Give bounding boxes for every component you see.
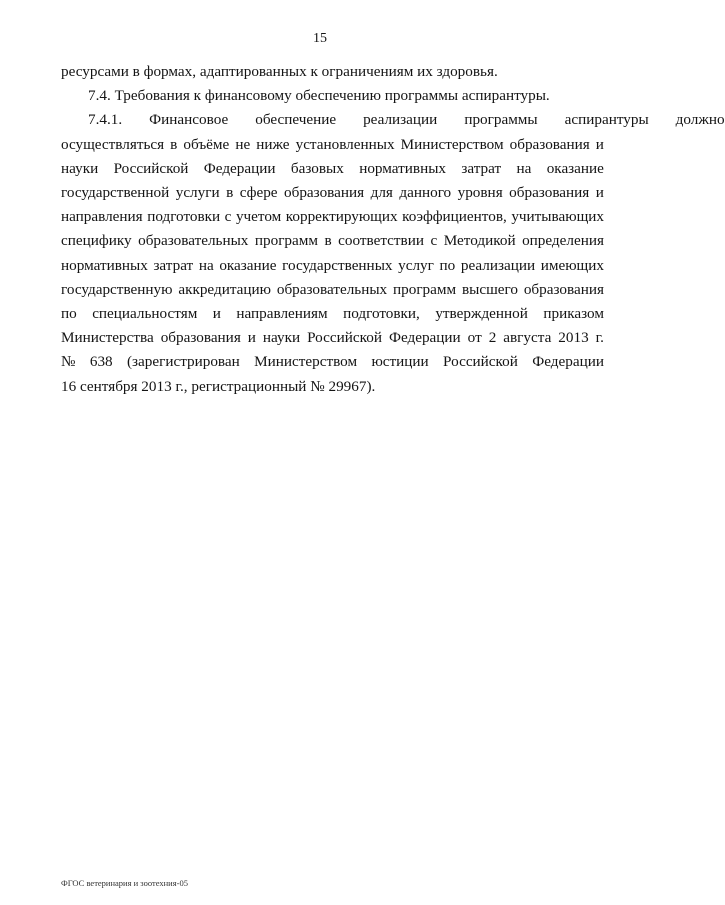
word: образования — [284, 184, 365, 202]
word: базовых — [290, 159, 344, 177]
word: Министерства — [61, 329, 154, 347]
word: для — [370, 184, 393, 202]
word: Федерации — [532, 353, 604, 371]
word: и — [595, 184, 604, 202]
word: уровня — [457, 184, 503, 202]
word: с — [224, 208, 232, 226]
word: в — [226, 184, 234, 202]
word: аккредитацию — [178, 280, 271, 298]
word: высшего — [461, 280, 518, 298]
paragraph-line — [61, 350, 604, 374]
word: не — [235, 135, 251, 153]
word: 2 — [488, 329, 497, 347]
word: 2013 — [558, 329, 589, 347]
word: на — [516, 159, 532, 177]
word: в — [324, 232, 332, 250]
word: Российской — [443, 353, 518, 371]
word: государственной — [61, 184, 170, 202]
word: юстиции — [371, 353, 429, 371]
word: подготовки, — [343, 305, 420, 323]
word: программы — [464, 111, 538, 129]
paragraph-last-line: 16 сентября 2013 г., регистрационный № 29967). — [61, 377, 376, 395]
word: Федерации — [203, 159, 276, 177]
word: государственных — [282, 256, 393, 274]
word: направления — [61, 208, 143, 226]
paragraph-line — [61, 278, 604, 302]
word: на — [198, 256, 214, 274]
word: и — [212, 305, 221, 323]
word: науки — [61, 159, 99, 177]
word: установленных — [295, 135, 395, 153]
word: затрат — [461, 159, 502, 177]
word: объёме — [183, 135, 230, 153]
footer-label: ФГОС ветеринария и зоотехния-05 — [61, 878, 188, 888]
word: Федерации — [388, 329, 461, 347]
word: по — [439, 256, 456, 274]
word: и — [595, 135, 604, 153]
word: Финансовое — [149, 111, 229, 129]
word: Российской — [113, 159, 189, 177]
word: затрат — [153, 256, 194, 274]
word: (зарегистрирован — [126, 353, 240, 371]
word: образования — [509, 135, 590, 153]
word: образования — [523, 280, 604, 298]
word: программ — [254, 232, 318, 250]
word: августа — [503, 329, 552, 347]
word: оказание — [219, 256, 277, 274]
body-text — [61, 60, 725, 399]
paragraph-line — [61, 181, 604, 205]
word: осуществляться — [61, 135, 165, 153]
word: по — [61, 305, 77, 323]
word: услуг — [398, 256, 434, 274]
word: имеющих — [540, 256, 604, 274]
word: реализации — [363, 111, 438, 129]
word: данного — [399, 184, 452, 202]
word: направлениям — [236, 305, 328, 323]
paragraph-line — [61, 108, 725, 132]
paragraph-line — [61, 133, 604, 157]
word: Министерством — [400, 135, 504, 153]
section-heading: 7.4. Требования к финансовому обеспечению программы аспирантуры. — [88, 87, 550, 105]
word: государственную — [61, 280, 173, 298]
word: сфере — [239, 184, 278, 202]
paragraph-line — [61, 326, 604, 350]
word: определения — [522, 232, 604, 250]
word: образовательных — [276, 280, 388, 298]
word: специфику — [61, 232, 132, 250]
word: коэффициентов, — [402, 208, 507, 226]
word: науки — [262, 329, 301, 347]
word: учитывающих — [511, 208, 604, 226]
word: соответствии — [338, 232, 424, 250]
word: от — [467, 329, 482, 347]
continuation-line: ресурсами в формах, адаптированных к ограничениям их здоровья. — [61, 63, 498, 80]
word: г. — [595, 329, 604, 347]
paragraph-line — [61, 229, 604, 253]
word: специальностям — [92, 305, 198, 323]
word: реализации — [460, 256, 536, 274]
page-number: 15 — [313, 31, 327, 46]
word: услуги — [175, 184, 220, 202]
word: 638 — [89, 353, 113, 371]
word: и — [247, 329, 256, 347]
word: программ — [393, 280, 457, 298]
paragraph-line — [61, 157, 604, 181]
paragraph-line — [61, 302, 604, 326]
word: обеспечение — [255, 111, 337, 129]
word: № — [61, 353, 76, 371]
word: ниже — [256, 135, 290, 153]
word: Методикой — [443, 232, 516, 250]
word: утвержденной — [435, 305, 528, 323]
word: должно — [675, 111, 725, 129]
paragraph-line — [61, 205, 604, 229]
paragraph-7-4-1 — [61, 108, 725, 398]
word: аспирантуры — [564, 111, 649, 129]
word: с — [430, 232, 438, 250]
word: нормативных — [61, 256, 148, 274]
paragraph-line — [61, 254, 604, 278]
word: приказом — [543, 305, 604, 323]
word: образовательных — [138, 232, 249, 250]
word: 7.4.1. — [88, 111, 123, 129]
word: нормативных — [359, 159, 446, 177]
word: образования — [160, 329, 241, 347]
word: учетом — [235, 208, 282, 226]
word: Российской — [307, 329, 382, 347]
word: оказание — [546, 159, 604, 177]
word: образования — [509, 184, 590, 202]
word: корректирующих — [285, 208, 398, 226]
word: Министерством — [254, 353, 358, 371]
word: подготовки — [147, 208, 221, 226]
word: в — [170, 135, 178, 153]
